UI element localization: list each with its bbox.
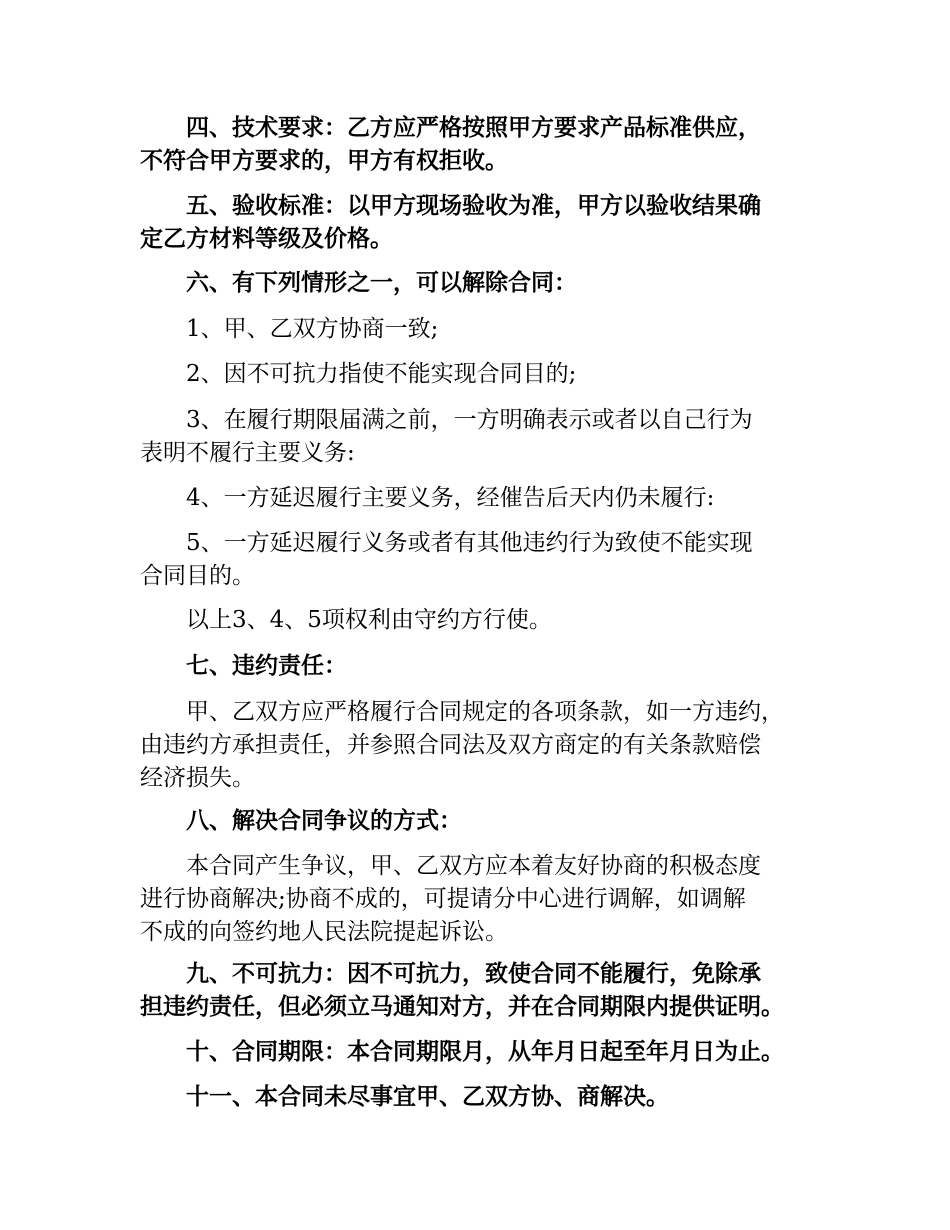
clause-8-dispute-body [140, 850, 820, 949]
text-line: 表明不履行主要义务: [140, 440, 355, 466]
text-line: 担违约责任，但必须立马通知对方，并在合同期限内提供证明。 [140, 994, 784, 1020]
text-line: 3、在履行期限届满之前，一方明确表示或者以自己行为 [186, 407, 753, 433]
text-line: 定乙方材料等级及价格。 [140, 226, 393, 252]
text-line: 1、甲、乙双方协商一致; [186, 316, 439, 342]
text-line: 十、合同期限：本合同期限月，从年月日起至年月日为止。 [186, 1039, 784, 1065]
text-line: 不成的向签约地人民法院提起诉讼。 [140, 919, 508, 945]
clause-10-contract-term [140, 1036, 820, 1069]
text-line: 以上3、4、5项权利由守约方行使。 [186, 607, 552, 633]
text-line: 合同目的。 [140, 563, 255, 589]
text-line: 不符合甲方要求的，甲方有权拒收。 [140, 148, 508, 174]
clause-4-technical-requirements [140, 112, 820, 178]
termination-rights-note [140, 604, 820, 637]
text-line: 进行协商解决;协商不成的，可提请分中心进行调解，如调解 [140, 886, 746, 912]
text-line: 2、因不可抗力指使不能实现合同目的; [186, 361, 577, 387]
text-line: 七、违约责任： [186, 653, 347, 679]
clause-8-dispute-heading [140, 805, 820, 838]
clause-7-breach-heading [140, 650, 820, 683]
clause-6-termination-heading [140, 267, 820, 300]
text-line: 四、技术要求：乙方应严格按照甲方要求产品标准供应， [186, 115, 761, 141]
clause-7-breach-body [140, 696, 820, 795]
text-line: 十一、本合同未尽事宜甲、乙双方协、商解决。 [186, 1084, 669, 1110]
clause-11-other-matters [140, 1081, 820, 1114]
text-line: 八、解决合同争议的方式： [186, 808, 462, 834]
termination-item-2 [140, 358, 820, 391]
termination-item-4 [140, 482, 820, 515]
text-line: 本合同产生争议，甲、乙双方应本着友好协商的积极态度 [186, 853, 761, 879]
text-line: 九、不可抗力：因不可抗力，致使合同不能履行，免除承 [186, 961, 761, 987]
text-line: 甲、乙双方应严格履行合同规定的各项条款，如一方违约， [186, 699, 784, 725]
text-line: 六、有下列情形之一，可以解除合同： [186, 270, 577, 296]
text-line: 五、验收标准：以甲方现场验收为准，甲方以验收结果确 [186, 193, 761, 219]
text-line: 5、一方延迟履行义务或者有其他违约行为致使不能实现 [186, 530, 753, 556]
clause-5-acceptance-standard [140, 190, 820, 256]
clause-9-force-majeure [140, 958, 820, 1024]
termination-item-3 [140, 404, 820, 470]
text-line: 由违约方承担责任，并参照合同法及双方商定的有关条款赔偿 [140, 732, 761, 758]
termination-item-5 [140, 527, 820, 593]
termination-item-1 [140, 313, 820, 346]
text-line: 4、一方延迟履行主要义务，经催告后天内仍未履行: [186, 485, 715, 511]
text-line: 经济损失。 [140, 765, 255, 791]
